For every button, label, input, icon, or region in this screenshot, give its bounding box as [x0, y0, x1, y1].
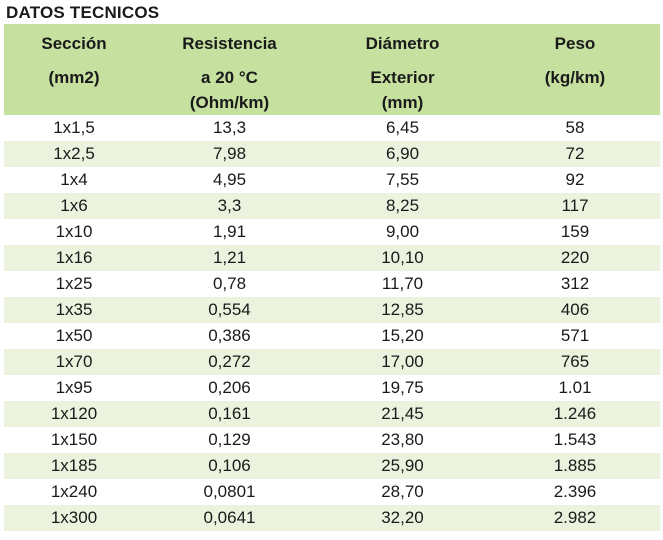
diametro-cell: 32,20 [315, 505, 490, 531]
header-diametro-line-3: (mm) [381, 93, 424, 112]
peso-cell: 2.982 [490, 505, 660, 531]
peso-cell: 312 [560, 274, 590, 293]
seccion-cell: 1x1,5 [53, 118, 95, 137]
peso-cell: 406 [490, 297, 660, 323]
table-row [4, 167, 660, 193]
diametro-cell: 11,70 [381, 274, 424, 293]
diametro-cell: 21,45 [315, 401, 490, 427]
cable-specs-table [4, 24, 660, 531]
resistencia-cell: 7,98 [144, 141, 315, 167]
seccion-cell: 1x16 [4, 245, 144, 271]
peso-cell: 1.01 [558, 378, 592, 397]
resistencia-cell: 13,3 [212, 118, 247, 137]
resistencia-cell: 4,95 [212, 170, 247, 189]
diametro-cell: 19,75 [381, 378, 424, 397]
seccion-cell: 1x70 [4, 349, 144, 375]
header-seccion-line-2: (mm2) [48, 68, 100, 87]
resistencia-cell: 0,106 [144, 453, 315, 479]
peso-cell: 2.396 [553, 482, 597, 501]
resistencia-cell: 0,554 [144, 297, 315, 323]
diametro-cell: 6,90 [315, 141, 490, 167]
table-row [4, 219, 660, 245]
resistencia-cell: 0,161 [144, 401, 315, 427]
resistencia-cell: 0,272 [144, 349, 315, 375]
resistencia-cell: 0,0641 [144, 505, 315, 531]
header-row [4, 24, 660, 115]
table-row [4, 453, 660, 479]
header-seccion [4, 24, 144, 115]
resistencia-cell: 0,129 [208, 430, 251, 449]
header-diametro [315, 24, 490, 115]
header-resistencia-line-2: a 20 °C [201, 68, 258, 87]
seccion-cell: 1x300 [4, 505, 144, 531]
diametro-cell: 6,45 [385, 118, 420, 137]
resistencia-cell: 1,91 [212, 222, 247, 241]
table-row [4, 115, 660, 141]
peso-cell: 1.885 [490, 453, 660, 479]
header-diametro-line-1: Diámetro [365, 34, 440, 53]
peso-cell: 58 [565, 118, 585, 137]
peso-cell: 765 [490, 349, 660, 375]
header-resistencia [144, 24, 315, 115]
seccion-cell: 1x4 [60, 170, 88, 189]
table-row [4, 375, 660, 401]
table-row [4, 297, 660, 323]
diametro-cell: 8,25 [315, 193, 490, 219]
seccion-cell: 1x185 [4, 453, 144, 479]
header-seccion-line-1: Sección [41, 34, 107, 53]
diametro-cell: 7,55 [385, 170, 420, 189]
table-row [4, 141, 660, 167]
seccion-cell: 1x10 [55, 222, 93, 241]
peso-cell: 220 [490, 245, 660, 271]
seccion-cell: 1x6 [4, 193, 144, 219]
seccion-cell: 1x95 [55, 378, 93, 397]
table-header [4, 24, 660, 115]
seccion-cell: 1x25 [55, 274, 93, 293]
resistencia-cell: 0,206 [208, 378, 251, 397]
seccion-cell: 1x240 [50, 482, 98, 501]
seccion-cell: 1x2,5 [4, 141, 144, 167]
table-row [4, 505, 660, 531]
seccion-cell: 1x120 [4, 401, 144, 427]
diametro-cell: 23,80 [381, 430, 424, 449]
diametro-cell: 17,00 [315, 349, 490, 375]
resistencia-cell: 0,0801 [203, 482, 256, 501]
peso-cell: 72 [490, 141, 660, 167]
diametro-cell: 9,00 [385, 222, 420, 241]
table-row [4, 193, 660, 219]
seccion-cell: 1x35 [4, 297, 144, 323]
diametro-cell: 12,85 [315, 297, 490, 323]
table-row [4, 323, 660, 349]
header-peso-line-1: Peso [554, 34, 596, 53]
resistencia-cell: 0,78 [212, 274, 247, 293]
seccion-cell: 1x150 [50, 430, 98, 449]
table-row [4, 349, 660, 375]
diametro-cell: 28,70 [381, 482, 424, 501]
diametro-cell: 25,90 [315, 453, 490, 479]
header-peso [490, 24, 660, 115]
resistencia-cell: 0,386 [208, 326, 251, 345]
table-row [4, 479, 660, 505]
resistencia-cell: 1,21 [144, 245, 315, 271]
peso-cell: 1.543 [553, 430, 597, 449]
header-resistencia-line-3: (Ohm/km) [189, 93, 270, 112]
peso-cell: 92 [565, 170, 585, 189]
peso-cell: 159 [560, 222, 590, 241]
diametro-cell: 10,10 [315, 245, 490, 271]
table-row [4, 401, 660, 427]
header-peso-line-2: (kg/km) [544, 68, 606, 87]
table-row [4, 427, 660, 453]
resistencia-cell: 3,3 [144, 193, 315, 219]
table-row [4, 271, 660, 297]
table-body [4, 115, 660, 531]
peso-cell: 117 [490, 193, 660, 219]
table-row [4, 245, 660, 271]
seccion-cell: 1x50 [55, 326, 93, 345]
diametro-cell: 15,20 [381, 326, 424, 345]
peso-cell: 1.246 [490, 401, 660, 427]
header-diametro-line-2: Exterior [370, 68, 435, 87]
peso-cell: 571 [560, 326, 590, 345]
page-title: DATOS TECNICOS [6, 3, 160, 22]
header-resistencia-line-1: Resistencia [182, 34, 277, 53]
